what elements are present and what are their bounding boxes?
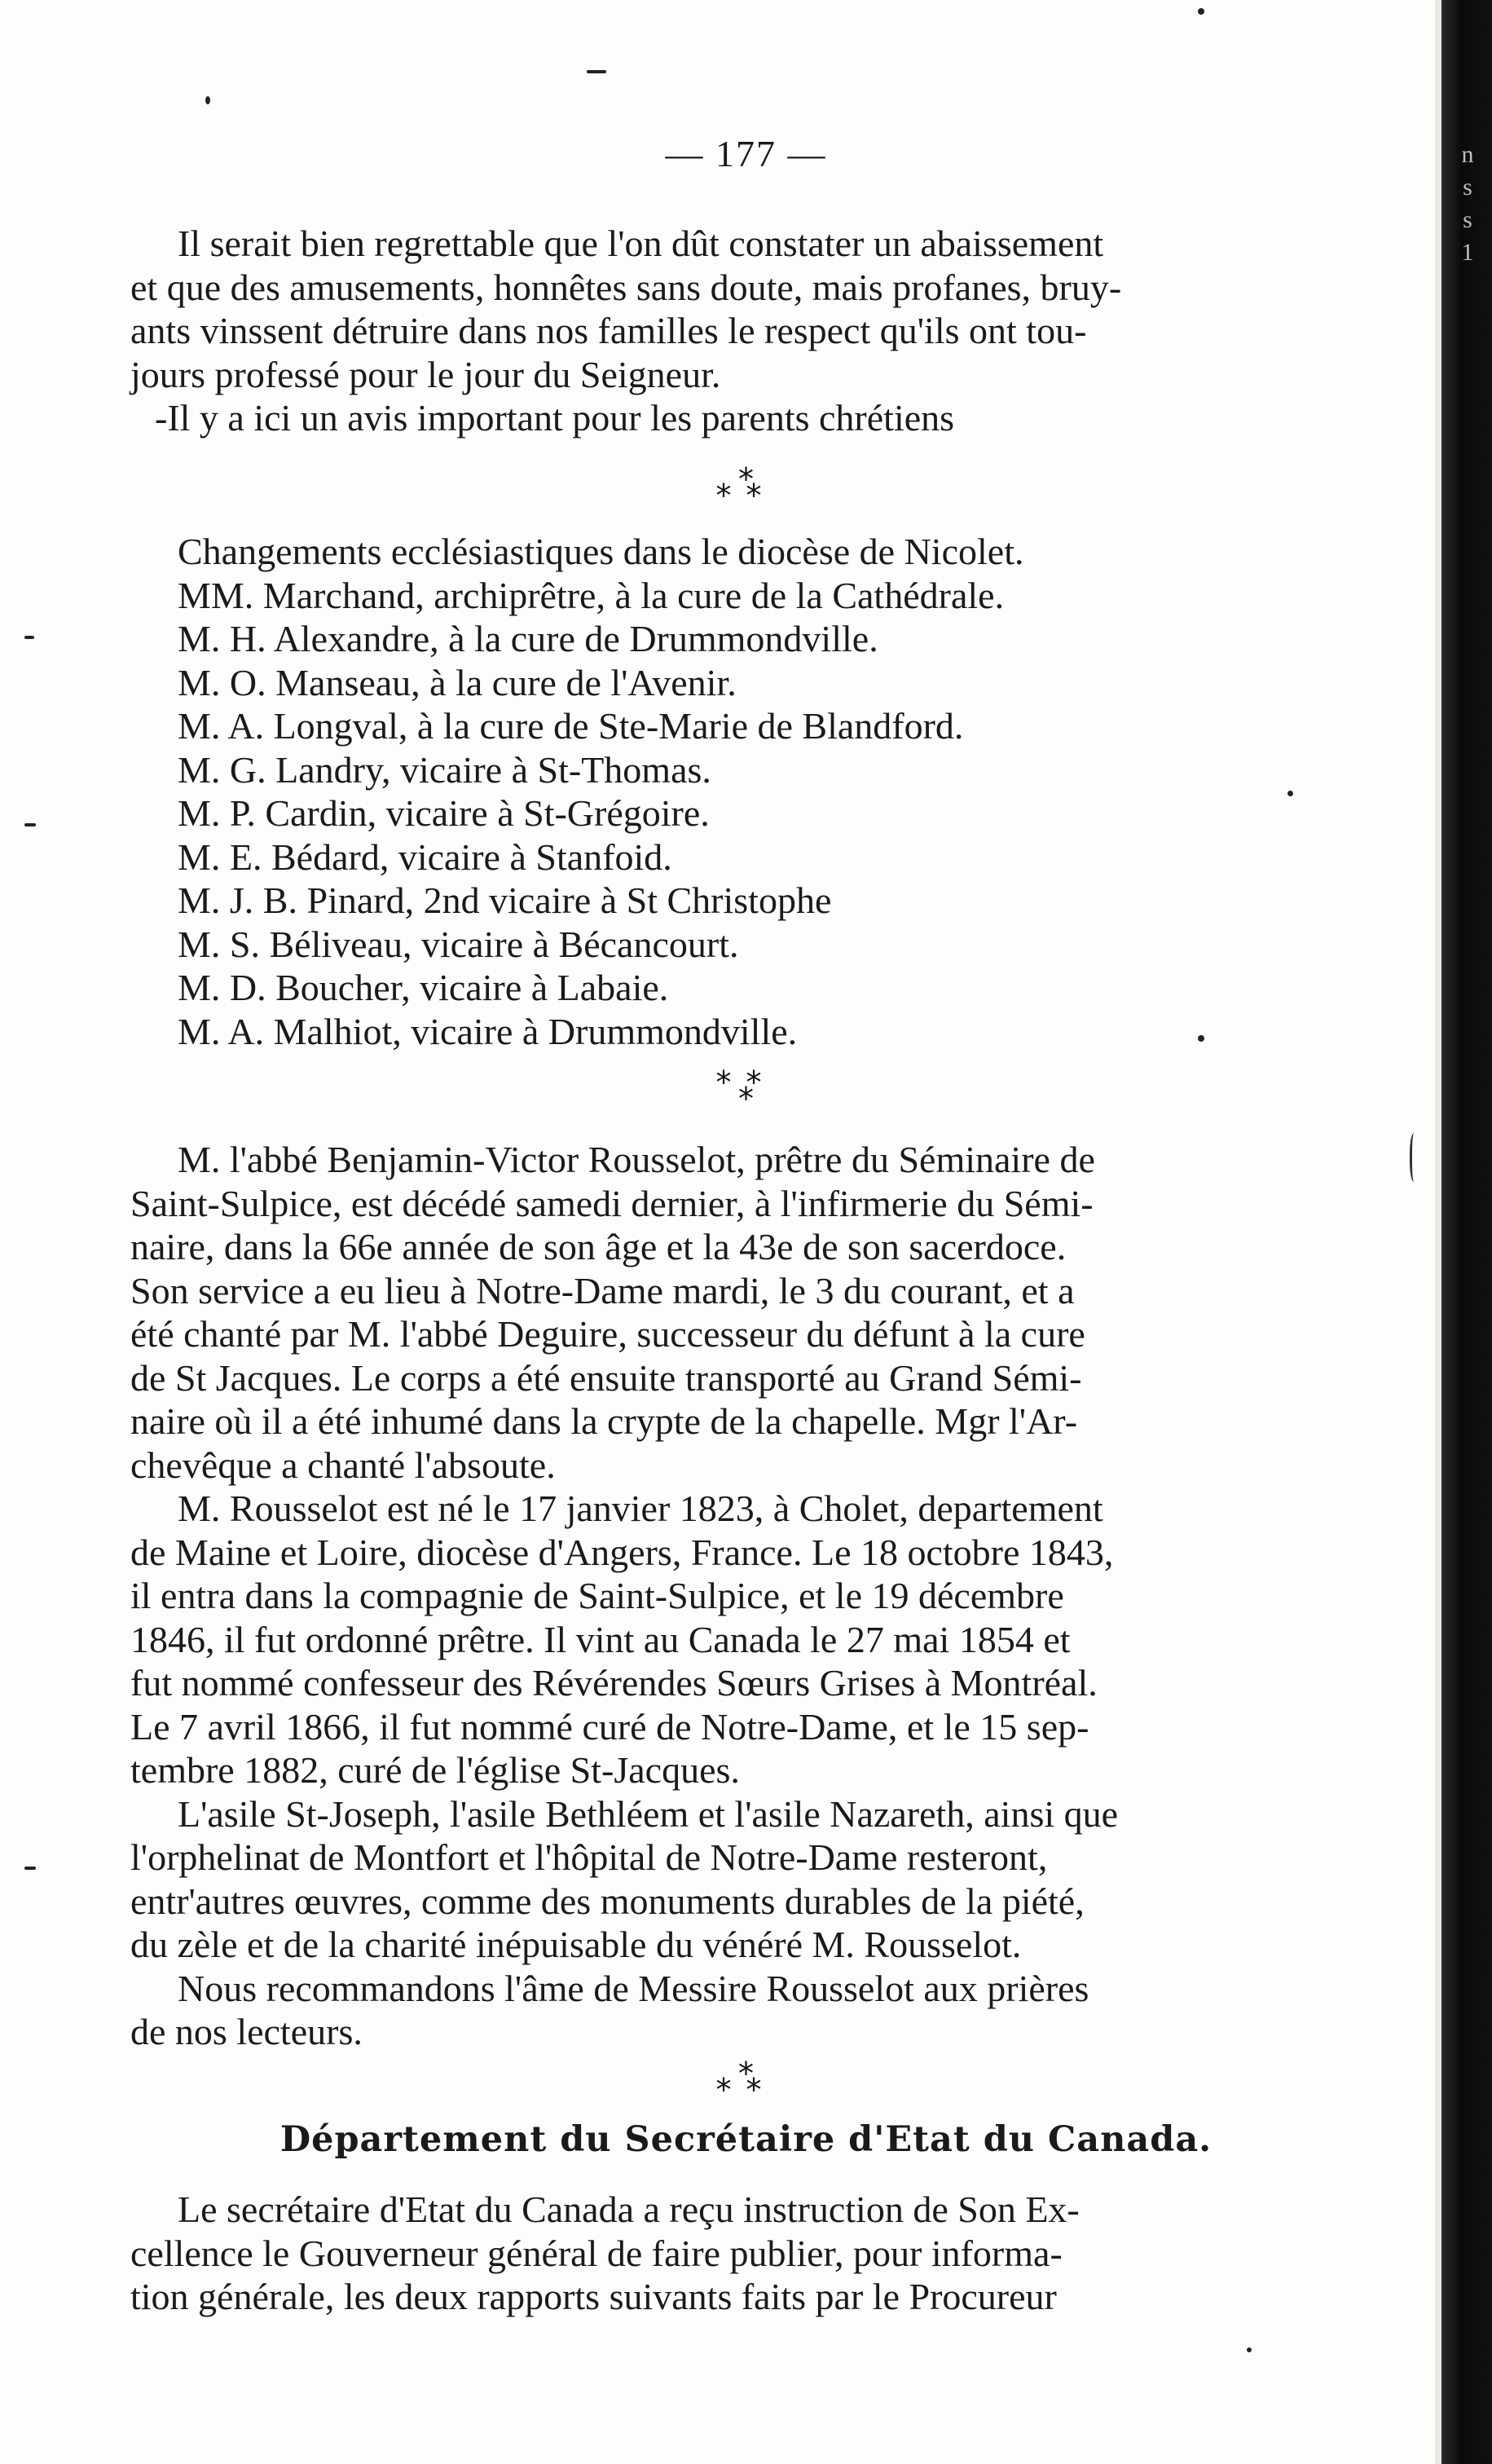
list-item: M. H. Alexandre, à la cure de Drummondville. bbox=[178, 618, 878, 659]
page-number: — 177 — bbox=[665, 133, 827, 174]
scan-speck bbox=[1198, 8, 1204, 15]
text-line: l'orphelinat de Montfort et l'hôpital de Notre-Dame resteront, bbox=[130, 1836, 1048, 1878]
text-line: été chanté par M. l'abbé Deguire, successeur du défunt à la cure bbox=[130, 1313, 1085, 1355]
text-line: ants vinssent détruire dans nos familles le respect qu'ils ont tou- bbox=[130, 310, 1087, 351]
text-line: Il serait bien regrettable que l'on dût constater un abaissement bbox=[178, 223, 1104, 264]
text-line: du zèle et de la charité inépuisable du vénéré M. Rousselot. bbox=[130, 1924, 1022, 1965]
margin-letter: s bbox=[1463, 174, 1472, 201]
text-line: Saint-Sulpice, est décédé samedi dernier, à l'infirmerie du Sémi- bbox=[130, 1182, 1094, 1224]
text-line: Son service a eu lieu à Notre-Dame mardi, le 3 du courant, et a bbox=[130, 1269, 1075, 1311]
scan-speck bbox=[24, 823, 36, 826]
opening-paragraph bbox=[130, 222, 1410, 440]
text-line: M. Rousselot est né le 17 janvier 1823, à Cholet, departement bbox=[178, 1488, 1103, 1529]
margin-letter: s bbox=[1463, 206, 1472, 233]
scan-speck bbox=[587, 70, 606, 73]
list-item: M. D. Boucher, vicaire à Labaie. bbox=[178, 967, 669, 1008]
asterism-separator: * ** bbox=[715, 2056, 777, 2108]
text-line: naire où il a été inhumé dans la crypte de la chapelle. Mgr l'Ar- bbox=[130, 1400, 1078, 1442]
scan-speck bbox=[205, 96, 210, 104]
text-line: de St Jacques. Le corps a été ensuite transporté au Grand Sémi- bbox=[130, 1356, 1082, 1399]
scan-speck bbox=[24, 1867, 36, 1870]
margin-letter: n bbox=[1461, 141, 1474, 168]
text-line: fut nommé confesseur des Révérendes Sœurs Grises à Montréal. bbox=[130, 1662, 1098, 1704]
list-item: M. A. Malhiot, vicaire à Drummondville. bbox=[178, 1010, 798, 1052]
text-line: tembre 1882, curé de l'église St-Jacques. bbox=[130, 1749, 740, 1791]
margin-letter: 1 bbox=[1461, 239, 1474, 266]
list-item: M. O. Manseau, à la cure de l'Avenir. bbox=[178, 661, 737, 703]
list-item: M. P. Cardin, vicaire à St-Grégoire. bbox=[178, 792, 710, 834]
text-line: Nous recommandons l'âme de Messire Rousselot aux prières bbox=[178, 1967, 1089, 2009]
list-item: M. S. Béliveau, vicaire à Bécancourt. bbox=[178, 923, 739, 965]
text-line: -Il y a ici un avis important pour les parents chrétiens bbox=[155, 397, 955, 439]
clergy-changes bbox=[130, 530, 1410, 1053]
text-line: de nos lecteurs. bbox=[130, 2011, 363, 2052]
text-line: chevêque a chanté l'absoute. bbox=[130, 1444, 556, 1486]
scan-speck bbox=[24, 636, 34, 639]
scan-speck bbox=[1247, 2347, 1252, 2352]
text-line: tion générale, les deux rapports suivants faits par le Procureur bbox=[130, 2276, 1057, 2317]
text-line: il entra dans la compagnie de Saint-Sulpice, et le 19 décembre bbox=[130, 1575, 1064, 1616]
text-line: 1846, il fut ordonné prêtre. Il vint au Canada le 27 mai 1854 et bbox=[130, 1618, 1071, 1660]
scan-speck bbox=[1410, 1133, 1420, 1182]
text-line: de Maine et Loire, diocèse d'Angers, France. Le 18 octobre 1843, bbox=[130, 1531, 1114, 1573]
text-line: naire, dans la 66e année de son âge et la 43e de son sacerdoce. bbox=[130, 1226, 1067, 1267]
text-line: entr'autres œuvres, comme des monuments durables de la piété, bbox=[130, 1880, 1085, 1922]
obituary-article bbox=[130, 1138, 1410, 2054]
asterism-separator: * ** bbox=[715, 461, 777, 514]
scan-speck bbox=[1198, 1035, 1204, 1042]
text-line: jours professé pour le jour du Seigneur. bbox=[130, 353, 721, 395]
list-item: M. A. Longval, à la cure de Ste-Marie de Blandford. bbox=[178, 705, 964, 747]
section-heading: Département du Secrétaire d'Etat du Canada. bbox=[279, 2119, 1213, 2160]
text-line: L'asile St-Joseph, l'asile Bethléem et l'asile Nazareth, ainsi que bbox=[178, 1792, 1119, 1835]
closing-paragraph bbox=[130, 2188, 1410, 2319]
list-item: M. E. Bédard, vicaire à Stanfoid. bbox=[178, 835, 672, 878]
asterism-separator: ** * bbox=[715, 1065, 777, 1117]
list-item: M. J. B. Pinard, 2nd vicaire à St Christophe bbox=[178, 879, 832, 921]
list-item: MM. Marchand, archiprêtre, à la cure de la Cathédrale. bbox=[178, 574, 1005, 616]
text-line: Le secrétaire d'Etat du Canada a reçu instruction de Son Ex- bbox=[178, 2189, 1080, 2230]
section-title: Changements ecclésiastiques dans le diocèse de Nicolet. bbox=[178, 531, 1024, 572]
text-line: et que des amusements, honnêtes sans doute, mais profanes, bruy- bbox=[130, 266, 1122, 308]
text-line: Le 7 avril 1866, il fut nommé curé de Notre-Dame, et le 15 sep- bbox=[130, 1705, 1089, 1748]
scan-speck bbox=[1287, 791, 1293, 796]
list-item: M. G. Landry, vicaire à St-Thomas. bbox=[178, 748, 711, 791]
text-line: M. l'abbé Benjamin-Victor Rousselot, prêtre du Séminaire de bbox=[178, 1139, 1095, 1180]
text-line: cellence le Gouverneur général de faire publier, pour informa- bbox=[130, 2232, 1063, 2274]
